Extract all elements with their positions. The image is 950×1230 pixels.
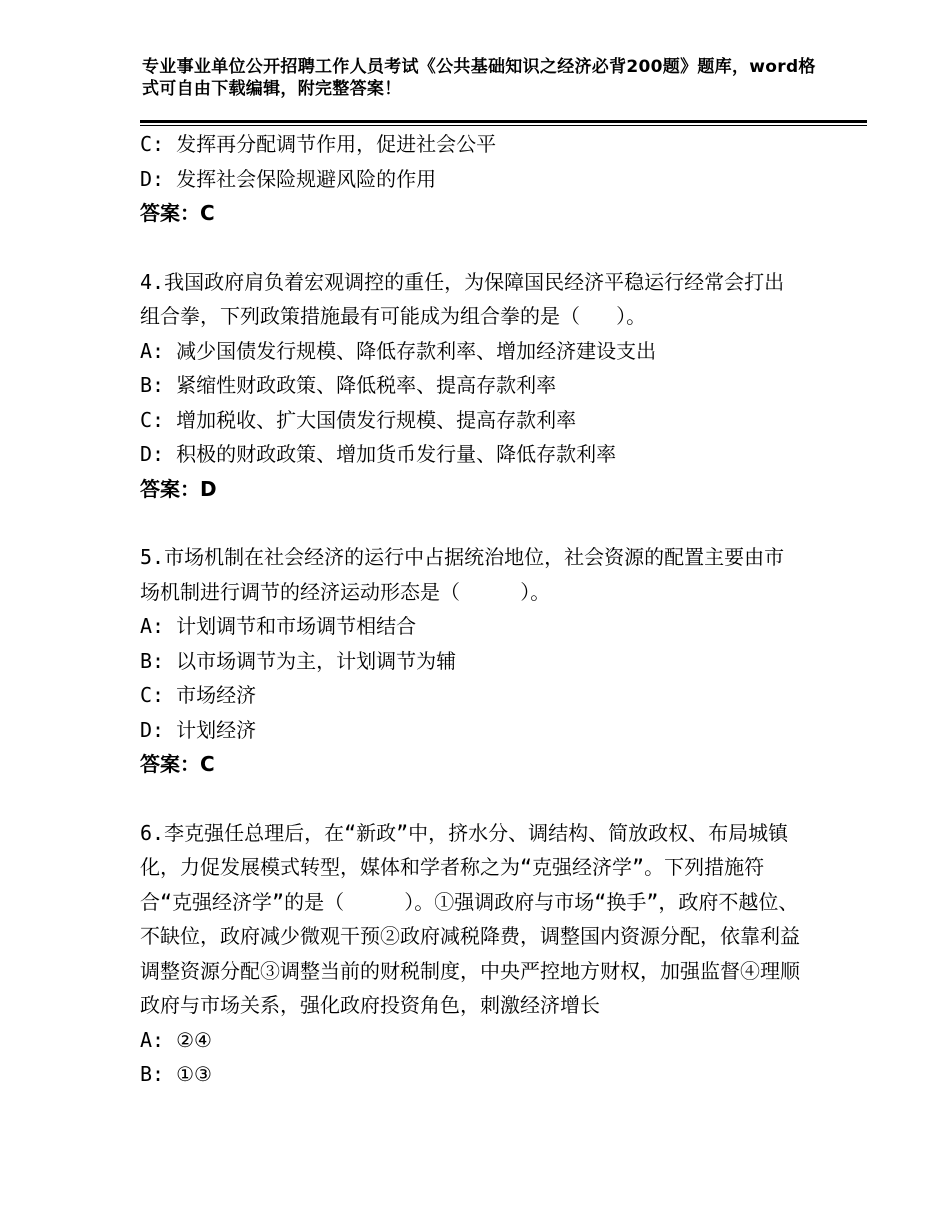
question-5 [140,540,800,782]
header-rule-thick [140,120,867,123]
option-b: B: 紧缩性财政政策、降低税率、提高存款利率 [140,373,557,397]
question-stem: 4.我国政府肩负着宏观调控的重任，为保障国民经济平稳运行经常会打出组合拳，下列政策措施最有可能成为组合拳的是（ ）。 [140,269,785,328]
question-6 [140,816,800,1092]
header-title: 专业事业单位公开招聘工作人员考试《公共基础知识之经济必背200题》题库，word格式可自由下载编辑，附完整答案！ [142,57,816,99]
answer: 答案：C [140,752,215,776]
option-b: B: ①③ [140,1062,212,1086]
carryover-question [140,127,800,231]
answer: 答案：D [140,476,217,501]
page-header [142,56,822,100]
option-a: A: ②④ [140,1027,212,1052]
option-a: A: 计划调节和市场调节相结合 [140,614,417,638]
answer: 答案：C [140,201,215,225]
option-d: D: 计划经济 [140,717,257,742]
option-d: D: 积极的财政政策、增加货币发行量、降低存款利率 [140,442,617,466]
option-c: C: 增加税收、扩大国债发行规模、提高存款利率 [140,407,577,432]
question-stem: 5.市场机制在社会经济的运行中占据统治地位，社会资源的配置主要由市场机制进行调节的经济运动形态是（ ）。 [140,545,785,604]
option-c: C: 市场经济 [140,683,257,707]
option-a: A: 减少国债发行规模、降低存款利率、增加经济建设支出 [140,338,657,363]
header-rule-thin [140,125,867,126]
question-stem: 6.李克强任总理后，在“新政”中，挤水分、调结构、简放政权、布局城镇化，力促发展模式转型，媒体和学者称之为“克强经济学”。下列措施符合“克强经济学”的是（ ）。①强调政府与市场“换手”，政府不越位、不缺位，政府减少微观干预②政府减税降费，调整国内资源分配，依靠利益调整资源分配③调整当前的财税制度，中央严控地方财权，加强监督④理顺政府与市场关系，强化政府投资角色，刺激经济增长 [140,820,800,1017]
option-b: B: 以市场调节为主，计划调节为辅 [140,648,457,673]
question-4 [140,265,800,507]
option-c: C: 发挥再分配调节作用，促进社会公平 [140,132,497,156]
question-content [140,127,800,1092]
option-d: D: 发挥社会保险规避风险的作用 [140,166,437,191]
